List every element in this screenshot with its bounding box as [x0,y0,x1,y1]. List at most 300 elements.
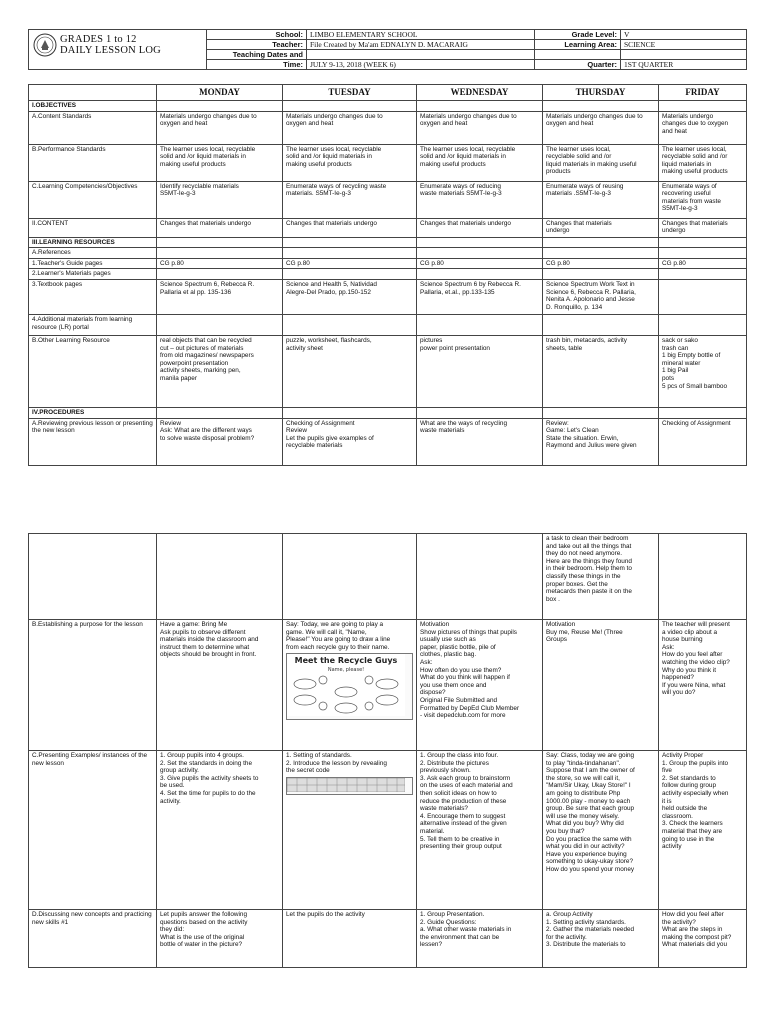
cell-line: making useful products [286,160,352,168]
cell-line: group. Be sure that each group [546,805,635,813]
cell-line: materials inside the classroom and [160,636,259,644]
cell-line: 2. Guide Questions: [420,918,477,926]
table-row [29,181,747,218]
day-cell [157,407,283,418]
area-label: Learning Area: [535,40,621,50]
cell-line: 1. Setting activity standards. [546,918,626,926]
cell-line: 3. Distribute the materials to [546,941,626,949]
day-cell [543,335,659,407]
teacher-value: File Created by Ma'am EDNALYN D. MACARAIG [307,40,535,50]
cell-line: The teacher will present [662,621,730,628]
cell-line: be used. [160,782,185,790]
day-cell [417,237,543,248]
day-cell [157,258,283,269]
cell-line: 1000.00 play - money to each [546,797,631,805]
day-cell [157,620,283,751]
cell-line: CG p.80 [286,259,310,267]
day-cell [283,279,417,314]
day-cell [157,269,283,280]
cell-line: will you do? [662,689,696,697]
cell-line: trash bin, metacards, activity [546,336,627,344]
cell-line: Have a game: Bring Me [160,621,228,628]
day-cell [283,335,417,407]
cell-line: Show pictures of things that pupils [420,628,517,636]
day-cell [417,534,543,620]
cell-line: pictures [420,336,443,344]
cell-line: solid and /or liquid materials in [286,153,372,161]
day-cell [543,407,659,418]
row-label: IV.PROCEDURES [29,407,157,418]
day-header-thursday: THURSDAY [543,85,659,101]
cell-line: pots [662,374,675,382]
grade-value: V [621,30,747,40]
day-cell [659,218,747,237]
cell-line: questions based on the activity [160,918,248,926]
day-cell [659,407,747,418]
title-line-2: DAILY LESSON LOG [60,45,161,56]
cell-line: 1. Group pupils into 4 groups. [160,752,244,759]
day-cell [157,335,283,407]
cell-line: a video clip about a [662,628,718,636]
day-cell [283,407,417,418]
day-cell [417,620,543,751]
day-cell [157,101,283,112]
cell-line: Suppose that I am the owner of [546,767,635,775]
row-label: I.OBJECTIVES [29,101,157,112]
cell-line: material that they are [662,827,723,835]
cell-line: Changes that materials undergo [286,219,377,227]
cell-line: 2. Introduce the lesson by revealing [286,759,387,767]
cell-line: group activity. [160,767,199,775]
cell-line: Materials undergo changes due to [420,112,517,120]
cell-line: Let pupils answer the following [160,911,248,918]
row-label [29,534,157,620]
day-cell [157,910,283,968]
cell-line: on the uses of each material and [420,782,513,790]
day-cell [417,314,543,335]
day-header-friday: FRIDAY [659,85,747,101]
day-cell [283,910,417,968]
cell-line: oxygen and heat [286,120,334,128]
cell-line: the secret code [286,767,330,775]
day-cell [283,269,417,280]
cell-line: making useful products [662,168,728,176]
cell-line: Materials undergo changes due to [286,112,383,120]
cell-line: Buy me, Reuse Me! (Three [546,628,623,636]
day-cell [543,111,659,144]
cell-line: activity especially when [662,789,729,797]
day-cell [417,111,543,144]
day-cell [417,269,543,280]
cell-line: the store, so we will call it, [546,774,620,782]
area-value: SCIENCE [621,40,747,50]
lesson-log-table-page-1 [28,84,747,466]
row-label: B.Performance Standards [29,144,157,181]
day-cell [543,144,659,181]
day-cell [283,181,417,218]
cell-line: Here are the things they found [546,557,632,565]
row-label: D.Discussing new concepts and practicing new skills #1 [29,910,157,968]
cell-line: proper boxes. Get the [546,580,608,588]
cell-line: classify these things in the [546,572,621,580]
cell-line: 1. Setting of standards. [286,752,352,759]
day-cell [659,314,747,335]
cell-line: Original File Submitted and [420,696,498,704]
cell-line: bottle of water in the picture? [160,941,243,949]
day-cell [157,181,283,218]
day-cell [543,248,659,259]
cell-line: Enumerate ways of [662,182,717,190]
cell-line: S5MT-Ie-g-3 [160,190,196,198]
row-label: 3.Textbook pages [29,279,157,314]
cell-line: recyclable materials [286,442,343,450]
cell-line: materials. S5MT-Ie-g-3 [286,190,351,198]
cell-line: What are the steps in [662,926,723,934]
row-label: B.Other Learning Resource [29,335,157,407]
cell-line: usually use such as [420,636,476,644]
day-cell [659,237,747,248]
day-cell [417,407,543,418]
cell-line: metacards then paste it on the [546,588,632,596]
cell-line: solid and /or liquid materials in [160,153,246,161]
table-row [29,534,747,620]
cell-line: to solve waste disposal problem? [160,434,255,442]
cell-line: something to ukay-ukay store? [546,858,634,866]
table-row [29,258,747,269]
cell-line: trash can [662,344,689,352]
row-label: II.CONTENT [29,218,157,237]
day-cell [417,335,543,407]
dates-label-2: Time: [207,60,307,70]
day-cell [543,620,659,751]
cell-line: activity. [160,797,181,805]
cell-line: sack or sako [662,336,698,344]
cell-line: CG p.80 [160,259,184,267]
cell-line: Groups [546,636,567,644]
cell-line: 3. Give pupils the activity sheets to [160,774,259,782]
cell-line: "Mam/Sir Ukay, Ukay Store!" I [546,782,631,790]
cell-line: watching the video clip? [662,658,730,666]
cell-line: objects should be brought in front. [160,651,257,659]
day-cell [417,144,543,181]
day-cell [157,144,283,181]
cell-line: a. What other waste materials in [420,926,512,934]
title-line-1: GRADES 1 to 12 [60,34,137,45]
cell-line: CG p.80 [420,259,444,267]
row-label: III.LEARNING RESOURCES [29,237,157,248]
cell-line: puzzle, worksheet, flashcards, [286,336,372,344]
day-cell [543,181,659,218]
cell-line: a task to clean their bedroom [546,535,629,542]
day-cell [417,751,543,910]
cell-line: Review: [546,419,569,427]
day-cell [157,279,283,314]
cell-line: from old magazines/ newspapers [160,352,254,360]
table-row [29,418,747,465]
cell-line: Materials undergo [662,112,714,120]
day-cell [659,279,747,314]
cell-line: going to use in the [662,835,715,843]
cell-line: Nenita A. Apolonario and Jesse [546,296,635,304]
day-cell [283,111,417,144]
table-row [29,335,747,407]
cell-line: and heat [662,127,687,135]
cell-line: undergo [546,227,570,235]
cell-line: they did: [160,926,185,934]
picture-title: Meet the Recycle Guys [294,656,398,666]
secret-code-picture [286,777,413,796]
cell-line: - visit depedclub.com for more [420,712,506,720]
cell-line: The learner uses local, recyclable [160,145,256,153]
cell-line: five [662,767,672,775]
cell-line: Why do you think it [662,666,716,674]
cell-line: paper, plastic bottle, pile of [420,643,496,651]
recycle-guys-picture [286,653,413,720]
cell-line: How did you feel after [662,911,724,918]
cell-line: Science and Health 5, Natividad [286,280,377,288]
cell-line: What materials did you [662,941,727,949]
cell-line: dispose? [420,689,446,697]
row-label: A.References [29,248,157,259]
cell-line: it is [662,797,672,805]
cell-line: Science Spectrum 6, Rebecca R. [160,280,255,288]
cell-line: Enumerate ways of recycling waste [286,182,387,190]
row-label: A.Content Standards [29,111,157,144]
day-cell [157,218,283,237]
cell-line: What did you buy? Why did [546,820,624,828]
cell-line: Science Spectrum Work Text in [546,280,635,288]
quarter-label: Quarter: [535,60,621,70]
cell-line: Game: Let's Clean [546,427,599,435]
cell-line: classroom. [662,812,693,820]
cell-line: game. We will call it, "Name, [286,628,367,636]
cell-line: CG p.80 [546,259,570,267]
cell-line: Have you experience buying [546,850,627,858]
row-label: C.Learning Competencies/Objectives [29,181,157,218]
cell-line: sheets, table [546,344,583,352]
cell-line: CG p.80 [662,259,686,267]
cell-line: what you did in our activity? [546,843,625,851]
cell-line: Changes that materials undergo [420,219,511,227]
cell-line: 2. Distribute the pictures [420,759,489,767]
cell-line: Materials undergo changes due to [546,112,643,120]
cell-line: waste materials S5MT-Ie-g-3 [420,190,502,198]
cell-line: for the activity. [546,933,587,941]
table-row [29,751,747,910]
day-cell [543,101,659,112]
cell-line: Checking of Assignment [286,419,355,427]
day-cell [283,218,417,237]
cell-line: waste materials [420,427,465,435]
day-cell [283,620,417,751]
cell-line: reduce the production of these [420,797,507,805]
day-cell [659,181,747,218]
cell-line: powerpoint presentation [160,359,229,367]
cell-line: Say: Class, today we are going [546,752,635,759]
cell-line: Changes that materials [546,219,612,227]
table-row [29,407,747,418]
day-cell [157,237,283,248]
day-cell [157,314,283,335]
row-label: C.Presenting Examples/ instances of the new lesson [29,751,157,910]
cell-line: How do you feel after [662,651,723,659]
day-header-row [29,85,747,101]
day-cell [543,269,659,280]
day-cell [543,534,659,620]
cell-line: Raymond and Julius were given [546,442,637,450]
cell-line: solid and /or liquid materials in [420,153,506,161]
cell-line: Materials undergo changes due to [160,112,257,120]
deped-seal-icon [33,33,57,57]
cell-line: Motivation [420,621,450,628]
page-1-body [29,101,747,466]
row-label: 2.Learner's Materials pages [29,269,157,280]
day-cell [417,258,543,269]
day-header-tuesday: TUESDAY [283,85,417,101]
day-cell [659,418,747,465]
day-cell [283,237,417,248]
cell-line: a. Group Activity [546,911,593,918]
cell-line: and take out all the things that [546,542,632,550]
row-label: 4.Additional materials from learning resource (LR) portal [29,314,157,335]
cell-line: held outside the [662,805,708,813]
table-row [29,314,747,335]
day-cell [283,248,417,259]
cell-line: house burning [662,636,703,644]
cell-line: Changes that materials undergo [160,219,251,227]
cell-line: Say: Today, we are going to play a [286,621,384,628]
cell-line: the activity? [662,918,696,926]
cell-line: Let the pupils give examples of [286,434,374,442]
day-cell [283,534,417,620]
cell-line: cut – out pictures of materials [160,344,244,352]
grade-label: Grade Level: [535,30,621,40]
cell-line: am going to distribute Php [546,789,621,797]
cell-line: 4. Encourage them to suggest [420,812,506,820]
day-cell [283,418,417,465]
cell-line: material. [420,827,445,835]
cell-line: previously shown. [420,767,471,775]
cell-line: Enumerate ways of reducing [420,182,501,190]
cell-line: then solicit ideas on how to [420,789,497,797]
cell-line: Ask: [662,643,675,651]
cell-line: recyclable solid and /or [662,153,728,161]
day-cell [659,620,747,751]
cell-line: How often do you use them? [420,666,502,674]
cell-line: materials from waste [662,197,721,205]
day-cell [543,418,659,465]
cell-line: materials .S5MT-Ie-g-3 [546,190,611,198]
row-label: A.Reviewing previous lesson or presenting the new lesson [29,418,157,465]
cell-line: Changes that materials [662,219,728,227]
cell-line: State the situation. Erwin, [546,434,619,442]
day-cell [283,101,417,112]
table-row [29,237,747,248]
cell-line: manila paper [160,374,197,382]
cell-line: clothes, plastic bag. [420,651,477,659]
table-row [29,248,747,259]
cell-line: 2. Set standards to [662,774,716,782]
dates-spacer [307,50,535,60]
teacher-label: Teacher: [207,40,307,50]
cell-line: making useful products [160,160,226,168]
day-cell [157,111,283,144]
day-cell [157,751,283,910]
day-header-blank [29,85,157,101]
day-cell [283,314,417,335]
cell-line: changes due to oxygen [662,120,729,128]
day-cell [659,335,747,407]
cell-line: The learner uses local, [662,145,727,153]
day-cell [543,279,659,314]
cell-line: Identify recyclable materials [160,182,239,190]
dates-label-1: Teaching Dates and [207,50,307,60]
day-cell [543,237,659,248]
cell-line: The learner uses local, [546,145,611,153]
cell-line: products [546,168,571,176]
day-cell [417,248,543,259]
day-header-monday: MONDAY [157,85,283,101]
cell-line: oxygen and heat [420,120,468,128]
cell-line: liquid materials in making useful [546,160,637,168]
table-row [29,101,747,112]
cell-line: Review [160,419,181,427]
cell-line: real objects that can be recycled [160,336,252,344]
cell-line: 1 big Pail [662,367,689,375]
table-row [29,910,747,968]
cell-line: Ask: What are the different ways [160,427,252,435]
table-row [29,269,747,280]
day-cell [659,248,747,259]
day-cell [417,101,543,112]
cell-line: The learner uses local, recyclable [286,145,382,153]
cell-line: instruct them to determine what [160,643,250,651]
cell-line: Do you practice the same with [546,835,632,843]
table-row [29,218,747,237]
cell-line: box . [546,595,560,603]
cell-line: follow during group [662,782,716,790]
day-cell [417,910,543,968]
cell-line: Science 6, Rebecca R. Pallaria, [546,288,636,296]
cell-line: alternative instead of the given [420,820,507,828]
day-cell [157,248,283,259]
cell-line: activity [662,843,682,851]
table-row [29,620,747,751]
cell-line: Ask: [420,658,433,666]
page-2-body [29,534,747,968]
cell-line: 4. Set the time for pupils to do the [160,789,256,797]
cell-line: 1. Group the class into four. [420,752,499,759]
day-cell [659,144,747,181]
row-label: 1.Teacher's Guide pages [29,258,157,269]
day-cell [283,751,417,910]
cell-line: Pallaria et al pp. 135-136 [160,288,232,296]
table-row [29,279,747,314]
cell-line: you buy that? [546,827,585,835]
cell-line: Review [286,427,307,435]
cell-line: they do not need anymore. [546,550,623,558]
day-cell [659,534,747,620]
cell-line: What is the use of the original [160,933,245,941]
day-cell [417,418,543,465]
cell-line: waste materials? [420,805,468,813]
cell-line: S5MT-Ie-g-3 [662,205,698,213]
quarter-spacer [535,50,621,60]
cell-line: Ask pupils to observe different [160,628,246,636]
day-cell [659,258,747,269]
cell-line: What do you think will happen if [420,674,510,682]
cell-line: to play "tinda-tindahanan". [546,759,621,767]
